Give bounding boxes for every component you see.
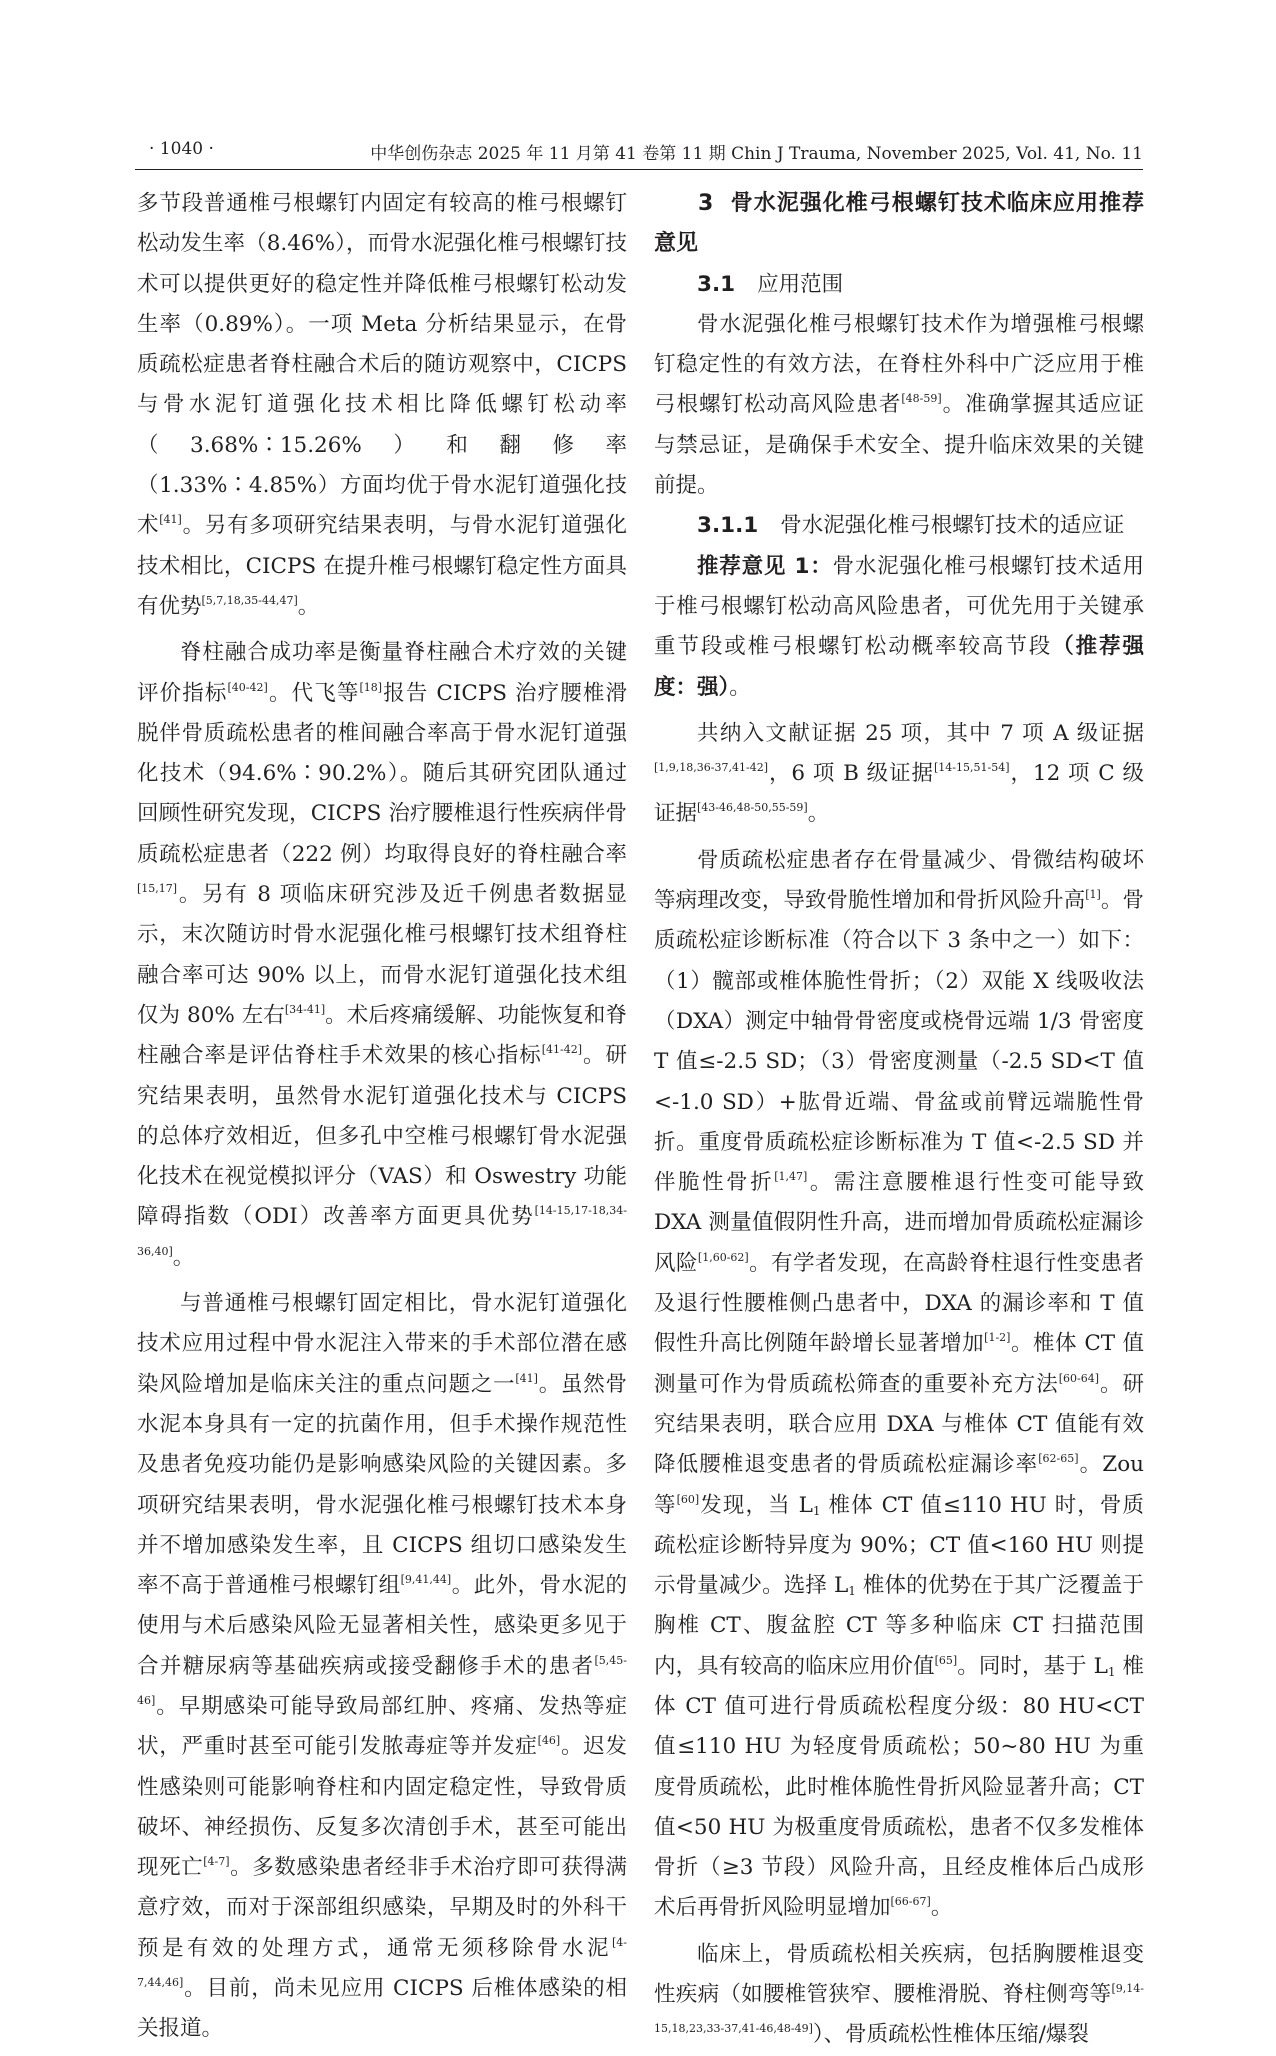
citation[interactable]: [1,60-62]	[697, 1250, 749, 1264]
citation[interactable]: [60-64]	[1058, 1371, 1100, 1385]
citation[interactable]: [5,45-46]	[137, 1653, 627, 1707]
citation[interactable]: [1,9,18,36-37,41-42]	[654, 761, 768, 775]
citation[interactable]: [5,7,18,35-44,47]	[201, 593, 298, 607]
section-heading-3: 3 骨水泥强化椎弓根螺钉技术临床应用推荐意见	[654, 191, 1144, 257]
citation[interactable]: [15,17]	[137, 882, 178, 896]
paragraph-related-diseases: 临床上，骨质疏松相关疾病，包括胸腰椎退变性疾病（如腰椎管狭窄、腰椎滑脱、脊柱侧弯等[9,14-15,18,23,33-37,41-46,48-49]）、骨质疏松性椎体压缩/爆裂	[654, 1941, 1144, 2048]
citation[interactable]: [4-7]	[203, 1855, 230, 1869]
left-column	[137, 184, 627, 2050]
citation[interactable]: [14-15,51-54]	[934, 761, 1010, 775]
citation[interactable]: [9,41,44]	[400, 1573, 452, 1587]
page-number: · 1040 ·	[149, 139, 214, 159]
paragraph-infection-risk: 与普通椎弓根螺钉固定相比，骨水泥钉道强化技术应用过程中骨水泥注入带来的手术部位潜在感染风险增加是临床关注的重点问题之一[41]。虽然骨水泥本身具有一定的抗菌作用，但手术操作规范性及患者免疫功能仍是影响感染风险的关键因素。多项研究结果表明，骨水泥强化椎弓根螺钉技术本身并不增加感染发生率，且 CICPS 组切口感染发生率不高于普通椎弓根螺钉组[9,41,44]。此外，骨水泥的使用与术后感染风险无显著相关性，感染更多见于合并糖尿病等基础疾病或接受翻修手术的患者[5,45-46]。早期感染可能导致局部红肿、疼痛、发热等症状，严重时甚至可能引发脓毒症等并发症[46]。迟发性感染则可能影响脊柱和内固定稳定性，导致骨质破坏、神经损伤、反复多次清创手术，甚至可能出现死亡[4-7]。多数感染患者经非手术治疗即可获得满意疗效，而对于深部组织感染，早期及时的外科干预是有效的处理方式，通常无须移除骨水泥[4-7,44,46]。目前，尚未见应用 CICPS 后椎体感染的相关报道。	[137, 1291, 627, 2042]
paragraph-application-scope: 骨水泥强化椎弓根螺钉技术作为增强椎弓根螺钉稳定性的有效方法，在脊柱外科中广泛应用于椎弓根螺钉松动高风险患者[48-59]。准确掌握其适应证与禁忌证，是确保手术安全、提升临床效果的关键前提。	[654, 311, 1144, 499]
paragraph-screw-loosening: 多节段普通椎弓根螺钉内固定有较高的椎弓根螺钉松动发生率（8.46%），而骨水泥强化椎弓根螺钉技术可以提供更好的稳定性并降低椎弓根螺钉松动发生率（0.89%）。一项 Meta 分析结果显示，在骨质疏松症患者脊柱融合术后的随访观察中，CICPS 与骨水泥钉道强化技术相比降低螺钉松动率（3.68%∶15.26%）和翻修率（1.33%∶4.85%）方面均优于骨水泥钉道强化技术[41]。另有多项研究结果表明，与骨水泥钉道强化技术相比，CICPS 在提升椎弓根螺钉稳定性方面具有优势[5,7,18,35-44,47]。	[137, 191, 627, 619]
recommendation-1: 推荐意见 1：骨水泥强化椎弓根螺钉技术适用于椎弓根螺钉松动高风险患者，可优先用于关键承重节段或椎弓根螺钉松动概率较高节段（推荐强度：强）。	[654, 553, 1144, 700]
citation[interactable]: [18]	[359, 680, 383, 694]
journal-citation: 中华创伤杂志 2025 年 11 月第 41 卷第 11 期 Chin J Trauma, November 2025, Vol. 41, No. 11	[370, 144, 1143, 164]
citation[interactable]: [34-41]	[284, 1002, 326, 1016]
subsection-heading-3-1: 3.1 应用范围	[697, 271, 844, 297]
paragraph-evidence-count: 共纳入文献证据 25 项，其中 7 项 A 级证据[1,9,18,36-37,41-42]，6 项 B 级证据[14-15,51-54]，12 项 C 级证据[43-46,48-50,55-59]。	[654, 720, 1145, 827]
citation[interactable]: [40-42]	[227, 680, 268, 694]
paragraph-osteoporosis-diagnosis: 骨质疏松症患者存在骨量减少、骨微结构破坏等病理改变，导致骨脆性增加和骨折风险升高[1]。骨质疏松症诊断标准（符合以下 3 条中之一）如下：（1）髋部或椎体脆性骨折；（2）双能 X 线吸收法（DXA）测定中轴骨骨密度或桡骨远端 1/3 骨密度 T 值≤-2.5 SD；（3）骨密度测量（-2.5 SD<T 值<-1.0 SD）+肱骨近端、骨盆或前臂远端脆性骨折。重度骨质疏松症诊断标准为 T 值<-2.5 SD 并伴脆性骨折[1,47]。需注意腰椎退行性变可能导致 DXA 测量值假阴性升高，进而增加骨质疏松症漏诊风险[1,60-62]。有学者发现，在高龄脊柱退行性变患者及退行性腰椎侧凸患者中，DXA 的漏诊率和 T 值假性升高比例随年龄增长显著增加[1-2]。椎体 CT 值测量可作为骨质疏松筛查的重要补充方法[60-64]。研究结果表明，联合应用 DXA 与椎体 CT 值能有效降低腰椎退变患者的骨质疏松症漏诊率[62-65]。Zou 等[60]发现，当 $L_1$ 椎体 CT 值≤110 HU 时，骨质疏松症诊断特异度为 90%；CT 值<160 HU 则提示骨量减少。选择 $L_1$ 椎体的优势在于其广泛覆盖于胸椎 CT、腹盆腔 CT 等多种临床 CT 扫描范围内，具有较高的临床应用价值[65]。同时，基于 $L_1$ 椎体 CT 值可进行骨质疏松程度分级：80 HU<CT 值≤110 HU 为轻度骨质疏松；50~80 HU 为重度骨质疏松，此时椎体脆性骨折风险显著升高；CT 值<50 HU 为极重度骨质疏松，患者不仅多发椎体骨折（≥3 节段）风险升高，且经皮椎体后凸成形术后再骨折风险明显增加[66-67]。	[654, 847, 1144, 1921]
citation[interactable]: [48-59]	[901, 392, 942, 406]
citation[interactable]: [41]	[515, 1371, 538, 1385]
citation[interactable]: [43-46,48-50,55-59]	[697, 801, 808, 815]
citation[interactable]: [46]	[537, 1734, 561, 1748]
running-header	[135, 133, 1143, 170]
citation[interactable]: [1,47]	[774, 1170, 808, 1184]
citation[interactable]: [65]	[934, 1653, 958, 1667]
citation[interactable]: [1]	[1085, 888, 1101, 902]
right-column	[654, 184, 1144, 2056]
citation[interactable]: [4-7,44,46]	[137, 1935, 627, 1990]
subsection-heading-3-1-1: 3.1.1 骨水泥强化椎弓根螺钉技术的适应证	[697, 513, 1125, 539]
citation[interactable]: [41]	[159, 513, 182, 527]
citation[interactable]: [62-65]	[1038, 1452, 1079, 1466]
citation[interactable]: [1-2]	[984, 1331, 1011, 1345]
citation[interactable]: [14-15,17-18,34-36,40]	[137, 1204, 627, 1258]
citation[interactable]: [60]	[676, 1492, 700, 1506]
citation[interactable]: [9,14-15,18,23,33-37,41-46,48-49]	[654, 1982, 1144, 2036]
citation[interactable]: [41-42]	[541, 1043, 583, 1057]
paragraph-fusion-rate: 脊柱融合成功率是衡量脊柱融合术疗效的关键评价指标[40-42]。代飞等[18]报告 CICPS 治疗腰椎滑脱伴骨质疏松患者的椎间融合率高于骨水泥钉道强化技术（94.6%∶90.2%）。随后其研究团队通过回顾性研究发现，CICPS 治疗腰椎退行性疾病伴骨质疏松症患者（222 例）均取得良好的脊柱融合率[15,17]。另有 8 项临床研究涉及近千例患者数据显示，末次随访时骨水泥强化椎弓根螺钉技术组脊柱融合率可达 90% 以上，而骨水泥钉道强化技术组仅为 80% 左右[34-41]。术后疼痛缓解、功能恢复和脊柱融合率是评估脊柱手术效果的核心指标[41-42]。研究结果表明，虽然骨水泥钉道强化技术与 CICPS 的总体疗效相近，但多孔中空椎弓根螺钉骨水泥强化技术在视觉模拟评分（VAS）和 Oswestry 功能障碍指数（ODI）改善率方面更具优势[14-15,17-18,34-36,40]。	[137, 640, 627, 1270]
citation[interactable]: [66-67]	[890, 1895, 931, 1909]
